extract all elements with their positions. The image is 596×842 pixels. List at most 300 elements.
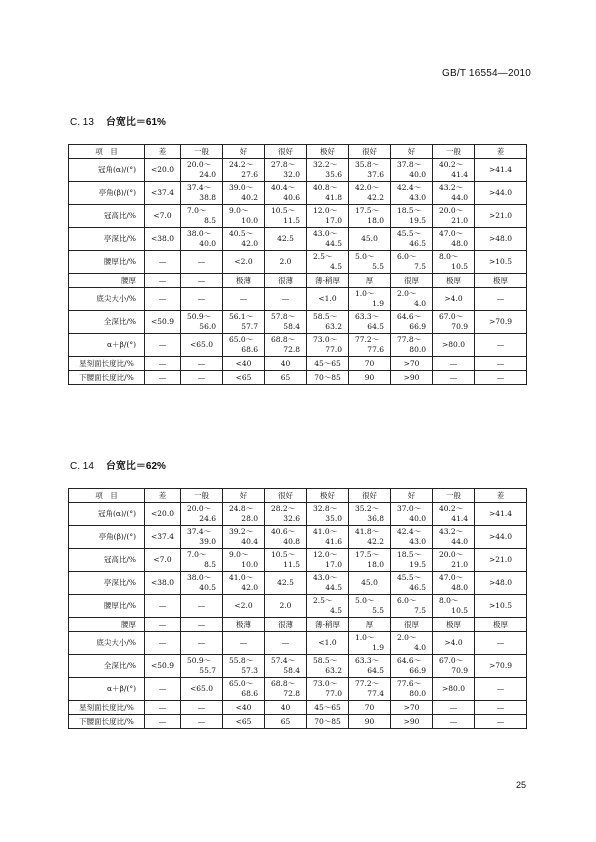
- range-start: 2.5～: [313, 252, 333, 261]
- range-end: 44.5: [325, 583, 342, 592]
- column-header: 好: [223, 145, 265, 159]
- range-start: 20.0～: [187, 504, 212, 513]
- column-header: 差: [145, 145, 181, 159]
- range-end: 66.9: [409, 322, 426, 331]
- range-end: 43.0: [409, 193, 426, 202]
- table-cell: [391, 595, 433, 618]
- table-cell: [307, 655, 349, 678]
- range-end: 43.0: [409, 537, 426, 546]
- section-title-text: 台宽比＝62%: [105, 461, 166, 472]
- range-end: 4.5: [330, 262, 342, 271]
- row-label: 冠角(α)/(°): [69, 159, 145, 182]
- range-start: 37.8～: [397, 160, 422, 169]
- row-label: 星刻面长度比/%: [69, 357, 145, 371]
- table-cell: [433, 251, 475, 274]
- range-start: 10.5～: [271, 206, 296, 215]
- range-end: 40.0: [409, 170, 426, 179]
- range-end: 42.2: [367, 537, 384, 546]
- table-cell: [307, 251, 349, 274]
- range-start: 2.0～: [397, 289, 417, 298]
- range-start: 77.2～: [355, 679, 380, 688]
- table-cell: [391, 334, 433, 357]
- table-cell: —: [475, 288, 527, 311]
- table-cell: [349, 251, 391, 274]
- table-cell: >41.4: [475, 503, 527, 526]
- range-start: 38.0～: [187, 573, 212, 582]
- range-end: 44.5: [325, 239, 342, 248]
- table-cell: >41.4: [475, 159, 527, 182]
- table-cell: >48.0: [475, 228, 527, 251]
- table-cell: 70～85: [307, 715, 349, 729]
- table-cell: 42.5: [265, 228, 307, 251]
- table-cell: [223, 503, 265, 526]
- table-cell: [349, 182, 391, 205]
- table-cell: —: [145, 274, 181, 288]
- range-start: 9.0～: [229, 550, 249, 559]
- table-cell: [265, 159, 307, 182]
- table-cell: [391, 288, 433, 311]
- table-cell: >80.0: [433, 678, 475, 701]
- table-cell: >80.0: [433, 334, 475, 357]
- table-cell: <2.0: [223, 251, 265, 274]
- table-cell: [223, 549, 265, 572]
- range-end: 1.9: [372, 299, 384, 308]
- range-end: 18.0: [367, 560, 384, 569]
- range-start: 9.0～: [229, 206, 249, 215]
- table-cell: [265, 503, 307, 526]
- range-end: 63.2: [325, 322, 342, 331]
- table-cell: <50.9: [145, 655, 181, 678]
- range-end: 4.0: [414, 643, 426, 652]
- column-header: 项 目: [69, 145, 145, 159]
- range-start: 1.0～: [355, 633, 375, 642]
- section-title-c13: [70, 113, 166, 128]
- table-cell: [391, 159, 433, 182]
- table-cell: —: [475, 334, 527, 357]
- range-start: 18.5～: [397, 206, 422, 215]
- table-cell: [265, 655, 307, 678]
- table-cell: [181, 182, 223, 205]
- range-start: 47.0～: [439, 229, 464, 238]
- range-start: 63.3～: [355, 656, 380, 665]
- table-cell: >70.9: [475, 311, 527, 334]
- column-header: 差: [145, 489, 181, 503]
- table-row: [69, 526, 527, 549]
- table-row: [69, 205, 527, 228]
- row-label: 全深比/%: [69, 655, 145, 678]
- table-cell: <38.0: [145, 228, 181, 251]
- table-cell: [265, 334, 307, 357]
- range-start: 20.0～: [439, 550, 464, 559]
- table-cell: 40: [265, 701, 307, 715]
- table-cell: [349, 526, 391, 549]
- table-cell: <20.0: [145, 503, 181, 526]
- table-cell: 极厚: [433, 618, 475, 632]
- range-end: 32.6: [283, 514, 300, 523]
- range-start: 27.8～: [271, 160, 296, 169]
- range-end: 18.0: [367, 216, 384, 225]
- table-cell: [433, 655, 475, 678]
- table-cell: —: [145, 715, 181, 729]
- table-cell: 70～85: [307, 371, 349, 385]
- table-cell: <38.0: [145, 572, 181, 595]
- table-cell: 40: [265, 357, 307, 371]
- table-cell: [181, 228, 223, 251]
- range-start: 58.5～: [313, 312, 338, 321]
- table-cell: 45.0: [349, 572, 391, 595]
- range-end: 24.6: [199, 514, 216, 523]
- table-row: [69, 678, 527, 701]
- table-cell: [349, 311, 391, 334]
- table-row: [69, 701, 527, 715]
- table-cell: [349, 159, 391, 182]
- table-cell: [307, 334, 349, 357]
- range-start: 41.8～: [355, 527, 380, 536]
- column-header: 很好: [349, 489, 391, 503]
- table-cell: <1.0: [307, 288, 349, 311]
- row-label: 腰厚: [69, 274, 145, 288]
- range-start: 37.4～: [187, 527, 212, 536]
- table-cell: [181, 205, 223, 228]
- range-start: 38.0～: [187, 229, 212, 238]
- table-cell: >44.0: [475, 526, 527, 549]
- table-cell: [307, 549, 349, 572]
- column-header: 一般: [181, 145, 223, 159]
- range-end: 57.3: [241, 666, 258, 675]
- table-cell: [307, 182, 349, 205]
- range-start: 67.0～: [439, 656, 464, 665]
- range-end: 21.0: [451, 560, 468, 569]
- table-cell: [349, 288, 391, 311]
- column-header: 好: [391, 145, 433, 159]
- table-cell: —: [265, 632, 307, 655]
- table-cell: 很薄: [265, 618, 307, 632]
- table-cell: [307, 678, 349, 701]
- range-end: 44.0: [451, 537, 468, 546]
- range-start: 73.0～: [313, 335, 338, 344]
- range-end: 36.8: [367, 514, 384, 523]
- table-cell: [349, 503, 391, 526]
- range-end: 44.0: [451, 193, 468, 202]
- table-cell: —: [433, 357, 475, 371]
- range-end: 64.5: [367, 322, 384, 331]
- table-cell: —: [145, 251, 181, 274]
- range-start: 24.8～: [229, 504, 254, 513]
- table-cell: 很厚: [391, 274, 433, 288]
- table-cell: —: [181, 701, 223, 715]
- range-start: 77.8～: [397, 335, 422, 344]
- range-start: 18.5～: [397, 550, 422, 559]
- row-label: α＋β/(°): [69, 678, 145, 701]
- table-cell: [223, 334, 265, 357]
- table-row: [69, 334, 527, 357]
- section-title-text: 台宽比＝61%: [105, 117, 166, 128]
- table-cell: 70: [349, 357, 391, 371]
- range-start: 17.5～: [355, 550, 380, 559]
- table-row: [69, 371, 527, 385]
- table-row: [69, 228, 527, 251]
- table-cell: —: [475, 715, 527, 729]
- table-cell: 薄-稍厚: [307, 274, 349, 288]
- standard-code: GB/T 16554—2010: [442, 68, 531, 79]
- range-end: 58.4: [283, 322, 300, 331]
- range-end: 7.5: [414, 262, 426, 271]
- range-start: 12.0～: [313, 550, 338, 559]
- table-cell: 极薄: [223, 618, 265, 632]
- table-cell: [391, 311, 433, 334]
- table-cell: [181, 311, 223, 334]
- range-start: 77.2～: [355, 335, 380, 344]
- range-start: 40.4～: [271, 183, 296, 192]
- table-cell: —: [181, 618, 223, 632]
- table-cell: [181, 526, 223, 549]
- row-label: 亭角(β)/(°): [69, 526, 145, 549]
- range-end: 64.5: [367, 666, 384, 675]
- range-end: 41.4: [451, 514, 468, 523]
- table-cell: >10.5: [475, 595, 527, 618]
- table-cell: 极厚: [475, 274, 527, 288]
- range-start: 77.6～: [397, 679, 422, 688]
- range-start: 1.0～: [355, 289, 375, 298]
- range-start: 45.5～: [397, 229, 422, 238]
- row-label: 底尖大小/%: [69, 632, 145, 655]
- range-start: 2.0～: [397, 633, 417, 642]
- table-cell: [307, 572, 349, 595]
- range-end: 4.0: [414, 299, 426, 308]
- range-start: 41.0～: [313, 527, 338, 536]
- range-end: 77.6: [367, 345, 384, 354]
- table-cell: 极薄: [223, 274, 265, 288]
- range-end: 11.5: [283, 560, 300, 569]
- table-cell: [433, 205, 475, 228]
- table-cell: [265, 205, 307, 228]
- row-label: 下腰面长度比/%: [69, 371, 145, 385]
- table-row: [69, 311, 527, 334]
- table-cell: 45.0: [349, 228, 391, 251]
- range-start: 32.2～: [313, 160, 338, 169]
- table-cell: <65: [223, 371, 265, 385]
- table-cell: [223, 182, 265, 205]
- table-cell: [349, 205, 391, 228]
- range-end: 35.6: [325, 170, 342, 179]
- range-end: 40.2: [241, 193, 258, 202]
- range-start: 5.0～: [355, 596, 375, 605]
- range-start: 28.2～: [271, 504, 296, 513]
- range-start: 8.0～: [439, 596, 459, 605]
- table-cell: —: [223, 288, 265, 311]
- table-cell: —: [223, 632, 265, 655]
- range-end: 72.8: [283, 689, 300, 698]
- range-end: 8.5: [204, 216, 216, 225]
- table-cell: —: [181, 274, 223, 288]
- range-start: 35.8～: [355, 160, 380, 169]
- table-cell: [307, 595, 349, 618]
- range-start: 43.0～: [313, 573, 338, 582]
- range-end: 63.2: [325, 666, 342, 675]
- table-row: [69, 618, 527, 632]
- column-header: 一般: [433, 145, 475, 159]
- range-end: 24.0: [199, 170, 216, 179]
- column-header: 一般: [181, 489, 223, 503]
- column-header: 好: [391, 489, 433, 503]
- range-end: 7.5: [414, 606, 426, 615]
- table-cell: [307, 159, 349, 182]
- table-cell: <2.0: [223, 595, 265, 618]
- range-start: 57.8～: [271, 312, 296, 321]
- table-cell: —: [145, 288, 181, 311]
- table-cell: —: [181, 595, 223, 618]
- table-row: [69, 159, 527, 182]
- range-end: 80.0: [409, 689, 426, 698]
- range-end: 40.4: [241, 537, 258, 546]
- table-header-row: [69, 145, 527, 159]
- row-label: 底尖大小/%: [69, 288, 145, 311]
- row-label: 亭深比/%: [69, 228, 145, 251]
- range-end: 17.0: [325, 216, 342, 225]
- range-end: 11.5: [283, 216, 300, 225]
- table-cell: [433, 549, 475, 572]
- table-cell: —: [145, 371, 181, 385]
- range-start: 10.5～: [271, 550, 296, 559]
- table-cell: [265, 182, 307, 205]
- table-cell: 很厚: [391, 618, 433, 632]
- range-end: 5.5: [372, 262, 384, 271]
- range-end: 38.8: [199, 193, 216, 202]
- range-end: 57.7: [241, 322, 258, 331]
- range-end: 42.0: [241, 239, 258, 248]
- table-cell: <65.0: [181, 334, 223, 357]
- range-end: 68.6: [241, 345, 258, 354]
- table-cell: <65.0: [181, 678, 223, 701]
- table-cell: —: [475, 678, 527, 701]
- table-cell: >10.5: [475, 251, 527, 274]
- table-row: [69, 549, 527, 572]
- table-cell: —: [181, 371, 223, 385]
- range-start: 43.2～: [439, 183, 464, 192]
- table-cell: [349, 595, 391, 618]
- table-cell: —: [181, 632, 223, 655]
- range-start: 7.0～: [187, 550, 207, 559]
- range-start: 64.6～: [397, 656, 422, 665]
- column-header: 一般: [433, 489, 475, 503]
- table-cell: [349, 549, 391, 572]
- column-header: 很好: [265, 489, 307, 503]
- table-cell: >70: [391, 357, 433, 371]
- range-end: 40.0: [199, 239, 216, 248]
- section-number: C. 14: [70, 461, 94, 472]
- table-cell: 厚: [349, 618, 391, 632]
- range-end: 10.0: [241, 560, 258, 569]
- table-row: [69, 715, 527, 729]
- table-cell: 很薄: [265, 274, 307, 288]
- range-start: 40.6～: [271, 527, 296, 536]
- range-start: 67.0～: [439, 312, 464, 321]
- table-cell: [391, 251, 433, 274]
- range-end: 68.6: [241, 689, 258, 698]
- table-cell: [349, 655, 391, 678]
- range-start: 64.6～: [397, 312, 422, 321]
- row-label: 星刻面长度比/%: [69, 701, 145, 715]
- range-start: 56.1～: [229, 312, 254, 321]
- range-end: 32.0: [283, 170, 300, 179]
- range-start: 35.2～: [355, 504, 380, 513]
- table-cell: 65: [265, 715, 307, 729]
- range-end: 27.6: [241, 170, 258, 179]
- row-label: 冠高比/%: [69, 549, 145, 572]
- row-label: 下腰面长度比/%: [69, 715, 145, 729]
- range-end: 10.5: [451, 262, 468, 271]
- range-start: 7.0～: [187, 206, 207, 215]
- table-cell: >4.0: [433, 632, 475, 655]
- range-end: 58.4: [283, 666, 300, 675]
- range-end: 48.0: [451, 583, 468, 592]
- table-cell: [181, 503, 223, 526]
- range-start: 40.2～: [439, 504, 464, 513]
- range-start: 39.2～: [229, 527, 254, 536]
- range-end: 10.5: [451, 606, 468, 615]
- table-cell: [265, 311, 307, 334]
- table-cell: —: [145, 678, 181, 701]
- column-header: 很好: [349, 145, 391, 159]
- range-start: 65.0～: [229, 679, 254, 688]
- table-cell: —: [181, 251, 223, 274]
- range-end: 77.0: [325, 345, 342, 354]
- range-end: 48.0: [451, 239, 468, 248]
- range-start: 73.0～: [313, 679, 338, 688]
- page-number: 25: [515, 780, 526, 790]
- table-cell: —: [145, 334, 181, 357]
- table-cell: —: [475, 632, 527, 655]
- table-cell: [349, 632, 391, 655]
- range-start: 47.0～: [439, 573, 464, 582]
- range-end: 21.0: [451, 216, 468, 225]
- row-label: 亭角(β)/(°): [69, 182, 145, 205]
- range-start: 40.2～: [439, 160, 464, 169]
- row-label: α＋β/(°): [69, 334, 145, 357]
- table-cell: —: [145, 618, 181, 632]
- column-header: 差: [475, 145, 527, 159]
- range-start: 50.9～: [187, 312, 212, 321]
- range-start: 45.5～: [397, 573, 422, 582]
- table-cell: 42.5: [265, 572, 307, 595]
- table-row: [69, 288, 527, 311]
- table-cell: —: [145, 595, 181, 618]
- range-end: 39.0: [199, 537, 216, 546]
- range-start: 12.0～: [313, 206, 338, 215]
- table-cell: [391, 526, 433, 549]
- table-cell: 极厚: [433, 274, 475, 288]
- range-start: 41.0～: [229, 573, 254, 582]
- column-header: 很好: [265, 145, 307, 159]
- row-label: 腰厚比/%: [69, 595, 145, 618]
- range-end: 77.0: [325, 689, 342, 698]
- table-cell: [307, 228, 349, 251]
- table-cell: <37.4: [145, 182, 181, 205]
- table-cell: [391, 572, 433, 595]
- table-cell: [181, 159, 223, 182]
- range-end: 55.7: [199, 666, 216, 675]
- table-cell: <50.9: [145, 311, 181, 334]
- table-cell: [349, 334, 391, 357]
- range-start: 58.5～: [313, 656, 338, 665]
- row-label: 腰厚: [69, 618, 145, 632]
- table-cell: —: [475, 701, 527, 715]
- table-cell: [223, 205, 265, 228]
- range-start: 6.0～: [397, 596, 417, 605]
- range-end: 8.5: [204, 560, 216, 569]
- range-start: 17.5～: [355, 206, 380, 215]
- table-cell: [433, 526, 475, 549]
